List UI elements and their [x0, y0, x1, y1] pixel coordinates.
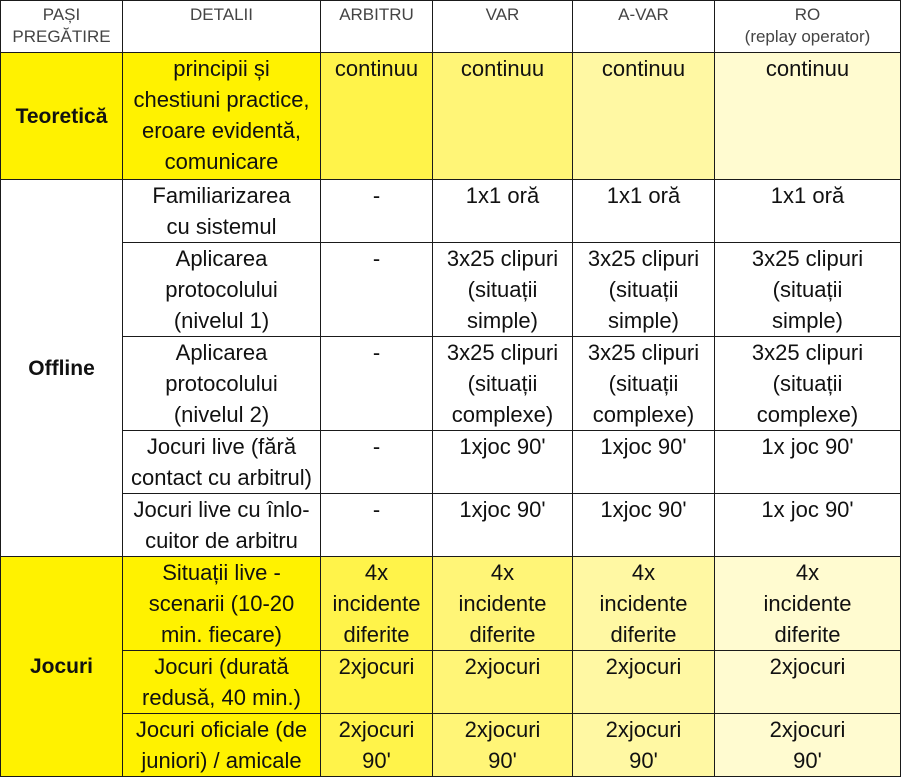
cell-var — [433, 557, 573, 651]
cell-line: 2xjocuri — [605, 717, 682, 742]
detail-cell — [123, 557, 321, 651]
header-ro-line2: (replay operator) — [744, 27, 871, 46]
detail-line: Familiarizarea — [152, 183, 291, 208]
cell-ro: 1x1 oră — [715, 180, 901, 243]
cell-line: 90' — [488, 748, 517, 773]
detail-cell — [123, 714, 321, 777]
cell-var — [433, 714, 573, 777]
detail-cell — [123, 243, 321, 337]
cell-arbitru: continuu — [321, 53, 433, 180]
cell-ro: continuu — [715, 53, 901, 180]
detail-cell — [123, 651, 321, 714]
detail-line: comunicare — [164, 149, 279, 174]
cell-line: complexe) — [592, 402, 695, 427]
cell-arbitru: - — [321, 180, 433, 243]
cell-line: 3x25 clipuri — [446, 246, 559, 271]
cell-avar: continuu — [573, 53, 715, 180]
cell-line: 90' — [793, 748, 822, 773]
cell-line: 3x25 clipuri — [751, 246, 864, 271]
header-ro-line1: RO — [794, 5, 821, 24]
cell-line: 3x25 clipuri — [587, 340, 700, 365]
cell-avar — [573, 337, 715, 431]
detail-line: Jocuri (durată — [154, 654, 289, 679]
header-row — [1, 1, 901, 53]
detail-line: eroare evidentă, — [142, 118, 301, 143]
cell-var — [433, 337, 573, 431]
detail-line: min. fiecare) — [160, 622, 283, 647]
header-var: VAR — [433, 1, 573, 53]
cell-line: (situații — [467, 277, 538, 302]
detail-cell — [123, 431, 321, 494]
cell-avar: 1xjoc 90' — [573, 431, 715, 494]
cell-ro — [715, 243, 901, 337]
cell-arbitru — [321, 714, 433, 777]
cell-arbitru: - — [321, 494, 433, 557]
detail-line: protocolului — [165, 277, 278, 302]
cell-line: 3x25 clipuri — [751, 340, 864, 365]
header-steps-line1: PAȘI — [42, 5, 81, 24]
cell-line: 4x — [795, 560, 820, 585]
cell-line: 2xjocuri — [769, 717, 846, 742]
header-details: DETALII — [123, 1, 321, 53]
cell-ro: 1x joc 90' — [715, 494, 901, 557]
row-offline-4 — [1, 431, 901, 494]
detail-line: juniori) / amicale — [141, 748, 302, 773]
detail-line: chestiuni practice, — [133, 87, 310, 112]
detail-line: Aplicarea — [175, 340, 268, 365]
detail-cell — [123, 53, 321, 180]
cell-ro: 1x joc 90' — [715, 431, 901, 494]
cell-line: 4x — [364, 560, 389, 585]
detail-line: (nivelul 2) — [173, 402, 270, 427]
cell-var: continuu — [433, 53, 573, 180]
cell-var: 1x1 oră — [433, 180, 573, 243]
cell-avar — [573, 243, 715, 337]
cell-arbitru — [321, 557, 433, 651]
header-steps — [1, 1, 123, 53]
detail-line: cuitor de arbitru — [145, 528, 298, 553]
detail-cell — [123, 337, 321, 431]
cell-line: (situații — [772, 277, 843, 302]
row-jocuri-2 — [1, 651, 901, 714]
cell-var: 2xjocuri — [433, 651, 573, 714]
cell-avar — [573, 714, 715, 777]
cell-line: (situații — [467, 371, 538, 396]
cell-line: 4x — [490, 560, 515, 585]
detail-cell — [123, 494, 321, 557]
section-offline: Offline — [1, 180, 123, 557]
detail-line: cu sistemul — [166, 214, 277, 239]
detail-line: Jocuri live (fără — [146, 434, 297, 459]
cell-line: (situații — [608, 371, 679, 396]
cell-arbitru: - — [321, 337, 433, 431]
cell-line: diferite — [343, 622, 410, 647]
cell-ro — [715, 714, 901, 777]
cell-line: 3x25 clipuri — [446, 340, 559, 365]
detail-line: principii și — [173, 56, 270, 81]
cell-line: 2xjocuri — [464, 717, 541, 742]
detail-line: contact cu arbitrul) — [131, 465, 312, 490]
header-steps-line2: PREGĂTIRE — [12, 27, 111, 46]
detail-line: Jocuri live cu înlo- — [133, 497, 310, 522]
row-teoretica — [1, 53, 901, 180]
cell-arbitru: - — [321, 243, 433, 337]
header-arbitru: ARBITRU — [321, 1, 433, 53]
cell-avar: 1xjoc 90' — [573, 494, 715, 557]
section-jocuri: Jocuri — [1, 557, 123, 777]
cell-line: simple) — [772, 308, 843, 333]
cell-line: diferite — [469, 622, 536, 647]
detail-line: scenarii (10-20 — [148, 591, 295, 616]
row-offline-1 — [1, 180, 901, 243]
cell-line: 3x25 clipuri — [587, 246, 700, 271]
cell-line: incidente — [332, 591, 421, 616]
detail-cell — [123, 180, 321, 243]
cell-ro — [715, 337, 901, 431]
cell-var: 1xjoc 90' — [433, 494, 573, 557]
row-offline-2 — [1, 243, 901, 337]
cell-line: 2xjocuri — [338, 717, 415, 742]
detail-line: protocolului — [165, 371, 278, 396]
row-jocuri-1 — [1, 557, 901, 651]
detail-line: Situații live - — [162, 560, 281, 585]
cell-avar: 1x1 oră — [573, 180, 715, 243]
cell-line: 90' — [362, 748, 391, 773]
cell-line: simple) — [467, 308, 538, 333]
cell-line: (situații — [608, 277, 679, 302]
header-ro — [715, 1, 901, 53]
cell-line: 4x — [631, 560, 656, 585]
detail-line: Aplicarea — [175, 246, 268, 271]
cell-line: 90' — [629, 748, 658, 773]
row-offline-5 — [1, 494, 901, 557]
cell-avar — [573, 557, 715, 651]
cell-line: incidente — [458, 591, 547, 616]
cell-arbitru: 2xjocuri — [321, 651, 433, 714]
row-jocuri-3 — [1, 714, 901, 777]
cell-var — [433, 243, 573, 337]
detail-line: Jocuri oficiale (de — [135, 717, 308, 742]
cell-arbitru: - — [321, 431, 433, 494]
cell-line: simple) — [608, 308, 679, 333]
cell-avar: 2xjocuri — [573, 651, 715, 714]
row-offline-3 — [1, 337, 901, 431]
detail-line: redusă, 40 min.) — [142, 685, 301, 710]
cell-line: incidente — [599, 591, 688, 616]
header-avar: A-VAR — [573, 1, 715, 53]
detail-line: (nivelul 1) — [173, 308, 270, 333]
cell-line: complexe) — [451, 402, 554, 427]
cell-line: (situații — [772, 371, 843, 396]
cell-var: 1xjoc 90' — [433, 431, 573, 494]
cell-line: incidente — [763, 591, 852, 616]
cell-ro: 2xjocuri — [715, 651, 901, 714]
cell-line: diferite — [610, 622, 677, 647]
cell-line: diferite — [774, 622, 841, 647]
cell-line: complexe) — [756, 402, 859, 427]
section-teoretica: Teoretică — [1, 53, 123, 180]
cell-ro — [715, 557, 901, 651]
